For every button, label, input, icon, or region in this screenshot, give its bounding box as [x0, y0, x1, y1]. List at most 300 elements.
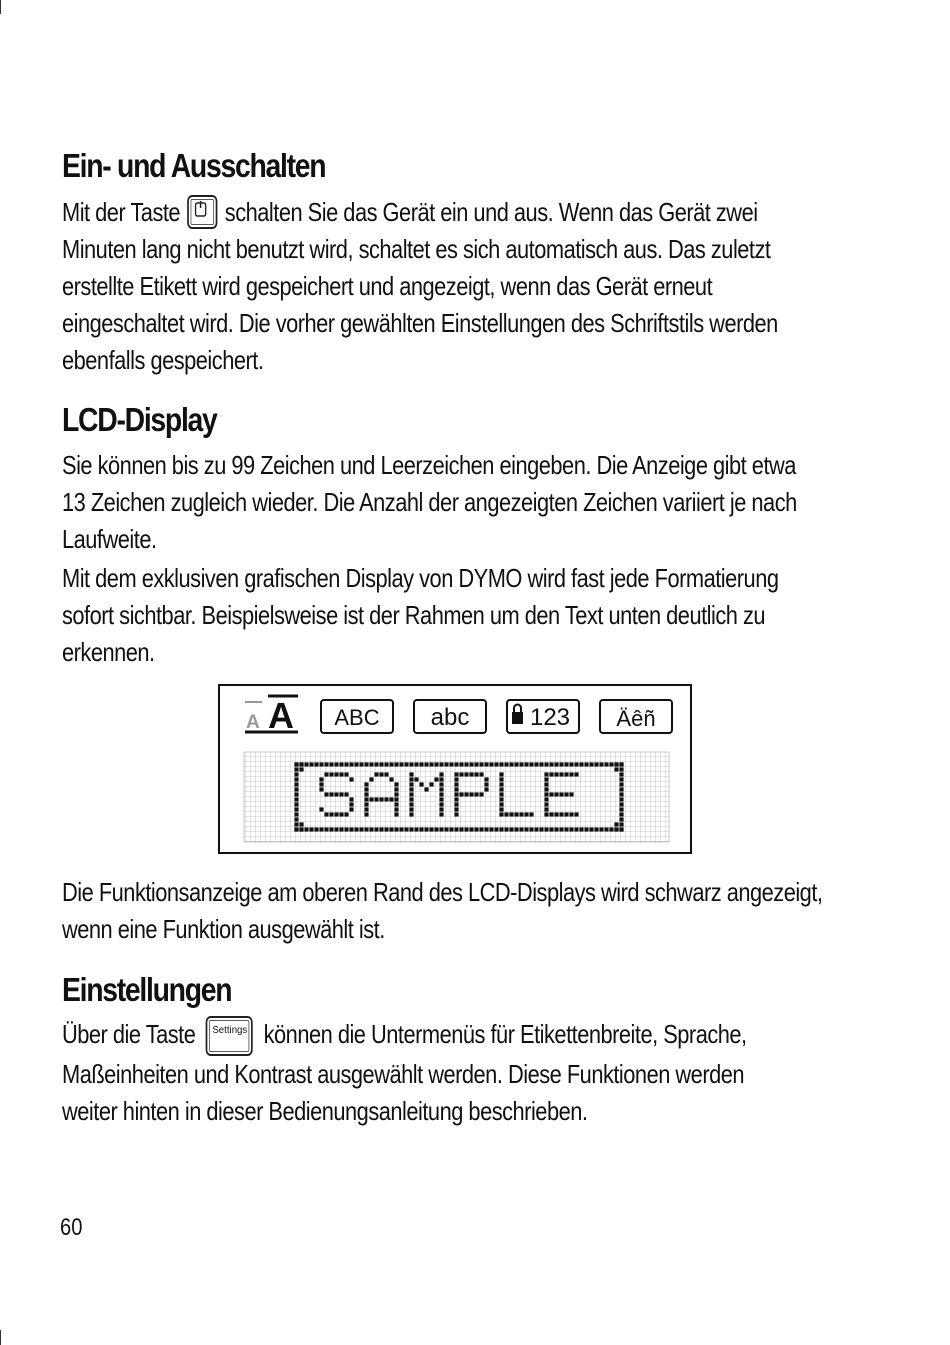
- lcd-paragraph-line-4: Mit dem exklusiven grafischen Display von DYMO wird fast jede Formatierung: [62, 563, 779, 593]
- lcd-pixel: [389, 762, 393, 766]
- lcd-pixel: [349, 762, 353, 766]
- lcd-pixel: [334, 762, 338, 766]
- lcd-pixel: [354, 827, 358, 831]
- lcd-pixel: [604, 762, 608, 766]
- text-fragment: Mit der Taste: [62, 197, 181, 227]
- lcd-pixel: [474, 762, 478, 766]
- lcd-pixel: [349, 807, 353, 811]
- lcd-pixel: [494, 827, 498, 831]
- lcd-pixel: [499, 827, 503, 831]
- lcd-pixel: [439, 802, 443, 806]
- lcd-pixel: [394, 787, 398, 791]
- lcd-pixel: [354, 762, 358, 766]
- lcd-pixel: [344, 762, 348, 766]
- indicator-lowercase-abc: [414, 700, 486, 733]
- lcd-pixel: [439, 827, 443, 831]
- lcd-pixel: [324, 792, 328, 796]
- lcd-pixel: [349, 797, 353, 801]
- lcd-pixel: [344, 772, 348, 776]
- lcd-pixel: [394, 827, 398, 831]
- lcd-pixel: [439, 812, 443, 816]
- lcd-pixel: [589, 762, 593, 766]
- lcd-pixel: [364, 782, 368, 786]
- lcd-pixel: [544, 762, 548, 766]
- svg-text:abc: abc: [430, 704, 470, 731]
- lcd-pixel: [499, 777, 503, 781]
- lcd-pixel: [424, 762, 428, 766]
- lcd-pixel: [369, 827, 373, 831]
- lcd-pixel: [319, 827, 323, 831]
- lcd-pixel: [409, 772, 413, 776]
- lcd-pixel: [394, 807, 398, 811]
- lcd-pixel: [494, 762, 498, 766]
- lcd-pixel: [444, 827, 448, 831]
- lcd-pixel: [394, 762, 398, 766]
- lcd-pixel: [374, 762, 378, 766]
- lcd-pixel: [569, 772, 573, 776]
- lcd-pixel: [484, 782, 488, 786]
- lcd-pixel: [454, 807, 458, 811]
- lcd-pixel: [559, 792, 563, 796]
- lcd-pixel: [619, 777, 623, 781]
- lcd-pixel: [419, 782, 423, 786]
- lcd-pixel: [419, 762, 423, 766]
- lcd-pixel: [294, 807, 298, 811]
- lcd-pixel: [414, 777, 418, 781]
- lcd-pixel: [484, 827, 488, 831]
- lcd-pixel: [409, 777, 413, 781]
- lcd-pixel: [619, 812, 623, 816]
- lcd-pixel: [464, 762, 468, 766]
- lcd-pixel: [564, 827, 568, 831]
- lcd-pixel: [544, 787, 548, 791]
- lcd-pixel: [549, 762, 553, 766]
- lcd-pixel: [314, 827, 318, 831]
- lcd-pixel: [409, 802, 413, 806]
- lcd-pixel: [319, 762, 323, 766]
- section-settings: [62, 970, 892, 1130]
- lcd-pixel: [409, 792, 413, 796]
- indicator-accented: [600, 700, 672, 733]
- lcd-pixel: [534, 827, 538, 831]
- lcd-pixel: [459, 827, 463, 831]
- lcd-pixel: [574, 827, 578, 831]
- lcd-pixel: [574, 762, 578, 766]
- settings-paragraph-line-2: Maßeinheiten und Kontrast ausgewählt werden. Diese Funktionen werden: [62, 1059, 745, 1090]
- lcd-pixel: [424, 787, 428, 791]
- lcd-pixel: [409, 807, 413, 811]
- lcd-pixel: [334, 792, 338, 796]
- lcd-pixel: [564, 812, 568, 816]
- lcd-paragraph-line-1: Sie können bis zu 99 Zeichen und Leerzeichen eingeben. Die Anzeige gibt etwa: [62, 450, 796, 480]
- lcd-pixel: [364, 792, 368, 796]
- lcd-pixel: [544, 792, 548, 796]
- lcd-pixel: [619, 827, 623, 831]
- lcd-pixel: [519, 762, 523, 766]
- svg-text:Äêñ: Äêñ: [616, 706, 656, 731]
- settings-key-label: Settings: [212, 1025, 248, 1037]
- lcd-pixel: [359, 827, 363, 831]
- lcd-pixel: [599, 762, 603, 766]
- lcd-pixel: [554, 772, 558, 776]
- lcd-pixel: [454, 802, 458, 806]
- lcd-pixel: [594, 827, 598, 831]
- lcd-pixel: [619, 787, 623, 791]
- lcd-pixel: [394, 812, 398, 816]
- lcd-pixel: [549, 792, 553, 796]
- lcd-pixel: [484, 777, 488, 781]
- power-paragraph-line-5: ebenfalls gespeichert.: [62, 345, 264, 376]
- lcd-pixel: [364, 762, 368, 766]
- lcd-pixel: [619, 807, 623, 811]
- lcd-pixel: [294, 827, 298, 831]
- lcd-pixel: [564, 762, 568, 766]
- lcd-pixel: [584, 827, 588, 831]
- lcd-pixel: [364, 797, 368, 801]
- lcd-pixel: [384, 762, 388, 766]
- lcd-paragraph-line-6: erkennen.: [62, 637, 155, 667]
- lcd-paragraph-line-3: Laufweite.: [62, 524, 157, 554]
- lcd-paragraph-line-2: 13 Zeichen zugleich wieder. Die Anzahl der angezeigten Zeichen variiert je nach: [62, 487, 797, 517]
- lcd-pixel: [459, 792, 463, 796]
- lcd-pixel: [609, 827, 613, 831]
- lcd-pixel: [374, 827, 378, 831]
- lcd-pixel: [454, 772, 458, 776]
- lcd-pixel: [439, 762, 443, 766]
- lcd-pixel: [474, 772, 478, 776]
- lcd-pixel: [294, 802, 298, 806]
- lcd-pixel: [559, 812, 563, 816]
- lcd-pixel: [529, 827, 533, 831]
- lcd-pixel: [544, 812, 548, 816]
- lcd-pixel: [554, 792, 558, 796]
- lcd-pixel: [309, 827, 313, 831]
- lcd-pixel: [519, 812, 523, 816]
- page-number: 60: [60, 1214, 83, 1241]
- lcd-pixel: [524, 762, 528, 766]
- lcd-pixel: [439, 772, 443, 776]
- lcd-pixel: [579, 827, 583, 831]
- lcd-pixel: [369, 797, 373, 801]
- lcd-pixel: [299, 827, 303, 831]
- lcd-pixel: [579, 762, 583, 766]
- lcd-pixel: [529, 812, 533, 816]
- lcd-pixel: [614, 827, 618, 831]
- lcd-pixel: [454, 777, 458, 781]
- lcd-pixel: [544, 807, 548, 811]
- power-paragraph-line-3: erstellte Etikett wird gespeichert und angezeigt, wenn das Gerät erneut: [62, 271, 713, 302]
- lcd-pixel: [364, 787, 368, 791]
- lcd-pixel: [499, 762, 503, 766]
- lcd-pixel: [439, 807, 443, 811]
- lcd-pixel: [389, 797, 393, 801]
- lcd-pixel: [549, 772, 553, 776]
- lcd-pixel: [544, 782, 548, 786]
- lcd-pixel: [374, 772, 378, 776]
- lcd-pixel: [504, 762, 508, 766]
- lcd-pixel: [409, 797, 413, 801]
- lcd-pixel: [544, 772, 548, 776]
- lcd-pixel: [329, 827, 333, 831]
- lcd-pixel: [294, 787, 298, 791]
- lcd-pixel: [454, 827, 458, 831]
- crop-mark: [0, 0, 1, 14]
- lcd-pixel: [409, 787, 413, 791]
- lcd-pixel: [454, 797, 458, 801]
- lcd-pixel: [609, 762, 613, 766]
- lcd-pixel: [574, 772, 578, 776]
- lcd-pixel: [439, 787, 443, 791]
- lcd-pixel: [389, 827, 393, 831]
- lcd-pixel: [544, 827, 548, 831]
- lcd-pixel: [614, 762, 618, 766]
- lcd-pixel: [344, 827, 348, 831]
- section-power: [62, 146, 892, 379]
- lcd-pixel: [499, 792, 503, 796]
- lcd-pixel: [329, 762, 333, 766]
- indicator-abc: [321, 700, 393, 733]
- lcd-pixel: [294, 812, 298, 816]
- lcd-pixel: [409, 782, 413, 786]
- lcd-pixel: [474, 827, 478, 831]
- lcd-pixel: [569, 762, 573, 766]
- lcd-pixel: [319, 787, 323, 791]
- lcd-pixel: [464, 792, 468, 796]
- settings-paragraph-line-3: weiter hinten in dieser Bedienungsanleitung beschrieben.: [62, 1096, 588, 1127]
- lcd-pixel: [374, 797, 378, 801]
- lcd-pixel: [489, 762, 493, 766]
- lcd-pixel: [299, 762, 303, 766]
- indicator-num-lock: [507, 700, 579, 733]
- lcd-paragraph-line-5: sofort sichtbar. Beispielsweise ist der Rahmen um den Text unten deutlich zu: [62, 600, 766, 630]
- crop-mark: [0, 1330, 1, 1345]
- lcd-pixel: [369, 777, 373, 781]
- lcd-pixel: [404, 762, 408, 766]
- lcd-pixel: [339, 792, 343, 796]
- lcd-pixel: [524, 812, 528, 816]
- lcd-pixel: [509, 827, 513, 831]
- lcd-pixel: [439, 792, 443, 796]
- lcd-pixel: [364, 802, 368, 806]
- lcd-pixel: [429, 827, 433, 831]
- heading-lcd: LCD-Display: [62, 401, 217, 438]
- lcd-pixel: [409, 812, 413, 816]
- lcd-pixel: [619, 822, 623, 826]
- lcd-pixel: [449, 762, 453, 766]
- lcd-pixel: [619, 772, 623, 776]
- lcd-pixel: [439, 777, 443, 781]
- lcd-pixel: [544, 777, 548, 781]
- lcd-pixel: [469, 827, 473, 831]
- lcd-pixel: [329, 792, 333, 796]
- settings-key-icon: [206, 1016, 253, 1056]
- lcd-pixel: [549, 827, 553, 831]
- lcd-pixel: [499, 812, 503, 816]
- lcd-pixel: [504, 827, 508, 831]
- lcd-pixel: [479, 827, 483, 831]
- lcd-pixel: [314, 762, 318, 766]
- lcd-pixel: [414, 827, 418, 831]
- lcd-pixel: [399, 762, 403, 766]
- lcd-pixel: [429, 782, 433, 786]
- lcd-graphic: [220, 686, 690, 852]
- power-paragraph-line-1: [62, 194, 894, 231]
- lcd-pixel: [544, 797, 548, 801]
- lcd-pixel: [619, 767, 623, 771]
- lcd-pixel: [294, 772, 298, 776]
- heading-power: Ein- und Ausschalten: [62, 147, 326, 184]
- lcd-pixel: [299, 767, 303, 771]
- lcd-pixel: [524, 827, 528, 831]
- lcd-pixel: [499, 772, 503, 776]
- lcd-pixel: [459, 772, 463, 776]
- lcd-pixel: [294, 777, 298, 781]
- indicator-paragraph-line-1: Die Funktionsanzeige am oberen Rand des LCD-Displays wird schwarz angezeigt,: [62, 877, 823, 907]
- lcd-pixel: [484, 787, 488, 791]
- lcd-pixel: [364, 807, 368, 811]
- section-function-indicator: [62, 874, 892, 948]
- lcd-pixel: [509, 812, 513, 816]
- lcd-pixel: [324, 772, 328, 776]
- text-fragment: können die Untermenüs für Etikettenbreite, Sprache,: [263, 1019, 747, 1049]
- lcd-pixel: [394, 797, 398, 801]
- lcd-pixel: [294, 822, 298, 826]
- indicator-paragraph-line-2: wenn eine Funktion ausgewählt ist.: [62, 914, 385, 944]
- lcd-pixel: [304, 827, 308, 831]
- lcd-pixel: [469, 772, 473, 776]
- lcd-pixel: [569, 812, 573, 816]
- lcd-pixel: [429, 762, 433, 766]
- lcd-pixel: [379, 827, 383, 831]
- power-key-icon: [187, 195, 217, 229]
- lcd-pixel: [474, 792, 478, 796]
- lcd-pixel: [559, 772, 563, 776]
- lcd-pixel: [594, 762, 598, 766]
- lcd-pixel: [294, 817, 298, 821]
- lcd-pixel: [574, 812, 578, 816]
- text-fragment: Über die Taste: [62, 1019, 196, 1049]
- lcd-pixel: [294, 782, 298, 786]
- lcd-pixel: [439, 782, 443, 786]
- lcd-pixel: [514, 812, 518, 816]
- lcd-pixel: [499, 802, 503, 806]
- lcd-pixel: [619, 792, 623, 796]
- lcd-pixel: [379, 797, 383, 801]
- text-fragment: schalten Sie das Gerät ein und aus. Wenn das Gerät zwei: [224, 197, 758, 227]
- lcd-pixel: [449, 827, 453, 831]
- lcd-pixel: [539, 762, 543, 766]
- lcd-pixel: [554, 762, 558, 766]
- lcd-pixel: [394, 792, 398, 796]
- heading-settings: Einstellungen: [62, 971, 232, 1008]
- lcd-pixel: [454, 787, 458, 791]
- lcd-pixel: [334, 772, 338, 776]
- lcd-pixel: [509, 762, 513, 766]
- lcd-display-illustration: [218, 684, 692, 854]
- lcd-pixel: [334, 812, 338, 816]
- lcd-pixel: [414, 762, 418, 766]
- power-paragraph-line-2: Minuten lang nicht benutzt wird, schaltet es sich automatisch aus. Das zuletzt: [62, 234, 771, 265]
- text-size-indicator: [245, 695, 298, 736]
- lcd-pixel: [369, 762, 373, 766]
- lcd-pixel: [564, 792, 568, 796]
- lcd-pixel: [304, 762, 308, 766]
- lcd-pixel: [349, 802, 353, 806]
- lcd-pixel: [499, 807, 503, 811]
- lcd-pixel: [454, 792, 458, 796]
- lcd-pixel: [294, 767, 298, 771]
- lcd-pixel: [534, 762, 538, 766]
- lcd-pixel: [459, 762, 463, 766]
- lcd-pixel: [499, 782, 503, 786]
- lcd-pixel: [499, 797, 503, 801]
- lcd-pixel: [384, 827, 388, 831]
- lcd-pixel: [479, 762, 483, 766]
- lcd-pixel: [504, 812, 508, 816]
- lcd-pixel: [364, 827, 368, 831]
- lcd-pixel: [619, 802, 623, 806]
- lcd-pixel: [399, 827, 403, 831]
- lcd-pixel: [559, 827, 563, 831]
- lcd-pixel: [454, 782, 458, 786]
- lcd-pixel: [324, 762, 328, 766]
- lcd-pixel: [334, 827, 338, 831]
- lcd-pixel: [479, 772, 483, 776]
- lcd-pixel: [434, 777, 438, 781]
- lcd-pixel: [359, 762, 363, 766]
- lcd-pixel: [529, 762, 533, 766]
- lcd-pixel: [344, 792, 348, 796]
- lcd-pixel: [324, 812, 328, 816]
- lcd-pixel: [404, 827, 408, 831]
- lcd-pixel: [294, 792, 298, 796]
- lcd-pixel: [469, 792, 473, 796]
- lcd-pixel: [394, 802, 398, 806]
- lcd-pixel: [409, 762, 413, 766]
- lcd-pixel: [384, 797, 388, 801]
- lcd-pixel: [464, 772, 468, 776]
- lcd-pixel: [349, 827, 353, 831]
- lcd-pixel: [339, 827, 343, 831]
- lcd-pixel: [364, 812, 368, 816]
- lcd-pixel: [324, 827, 328, 831]
- settings-paragraph-line-1: [62, 1016, 894, 1056]
- lcd-pixel: [519, 827, 523, 831]
- lcd-pixel: [339, 772, 343, 776]
- lcd-pixel: [564, 772, 568, 776]
- lcd-pixel: [479, 792, 483, 796]
- lcd-pixel: [309, 762, 313, 766]
- lcd-pixel: [559, 762, 563, 766]
- lcd-pixel: [544, 802, 548, 806]
- lcd-pixel: [439, 797, 443, 801]
- lcd-pixel: [379, 772, 383, 776]
- lcd-pixel: [549, 812, 553, 816]
- lcd-pixel: [454, 762, 458, 766]
- lcd-pixel: [379, 762, 383, 766]
- lcd-pixel: [619, 817, 623, 821]
- lcd-pixel: [294, 797, 298, 801]
- lcd-pixel: [614, 822, 618, 826]
- lcd-pixel: [434, 827, 438, 831]
- lcd-pixel: [319, 777, 323, 781]
- lcd-pixel: [294, 762, 298, 766]
- lcd-pixel: [604, 827, 608, 831]
- lcd-pixel: [299, 822, 303, 826]
- lcd-pixel: [514, 827, 518, 831]
- small-a-glyph: A: [246, 712, 260, 733]
- lcd-pixel: [619, 797, 623, 801]
